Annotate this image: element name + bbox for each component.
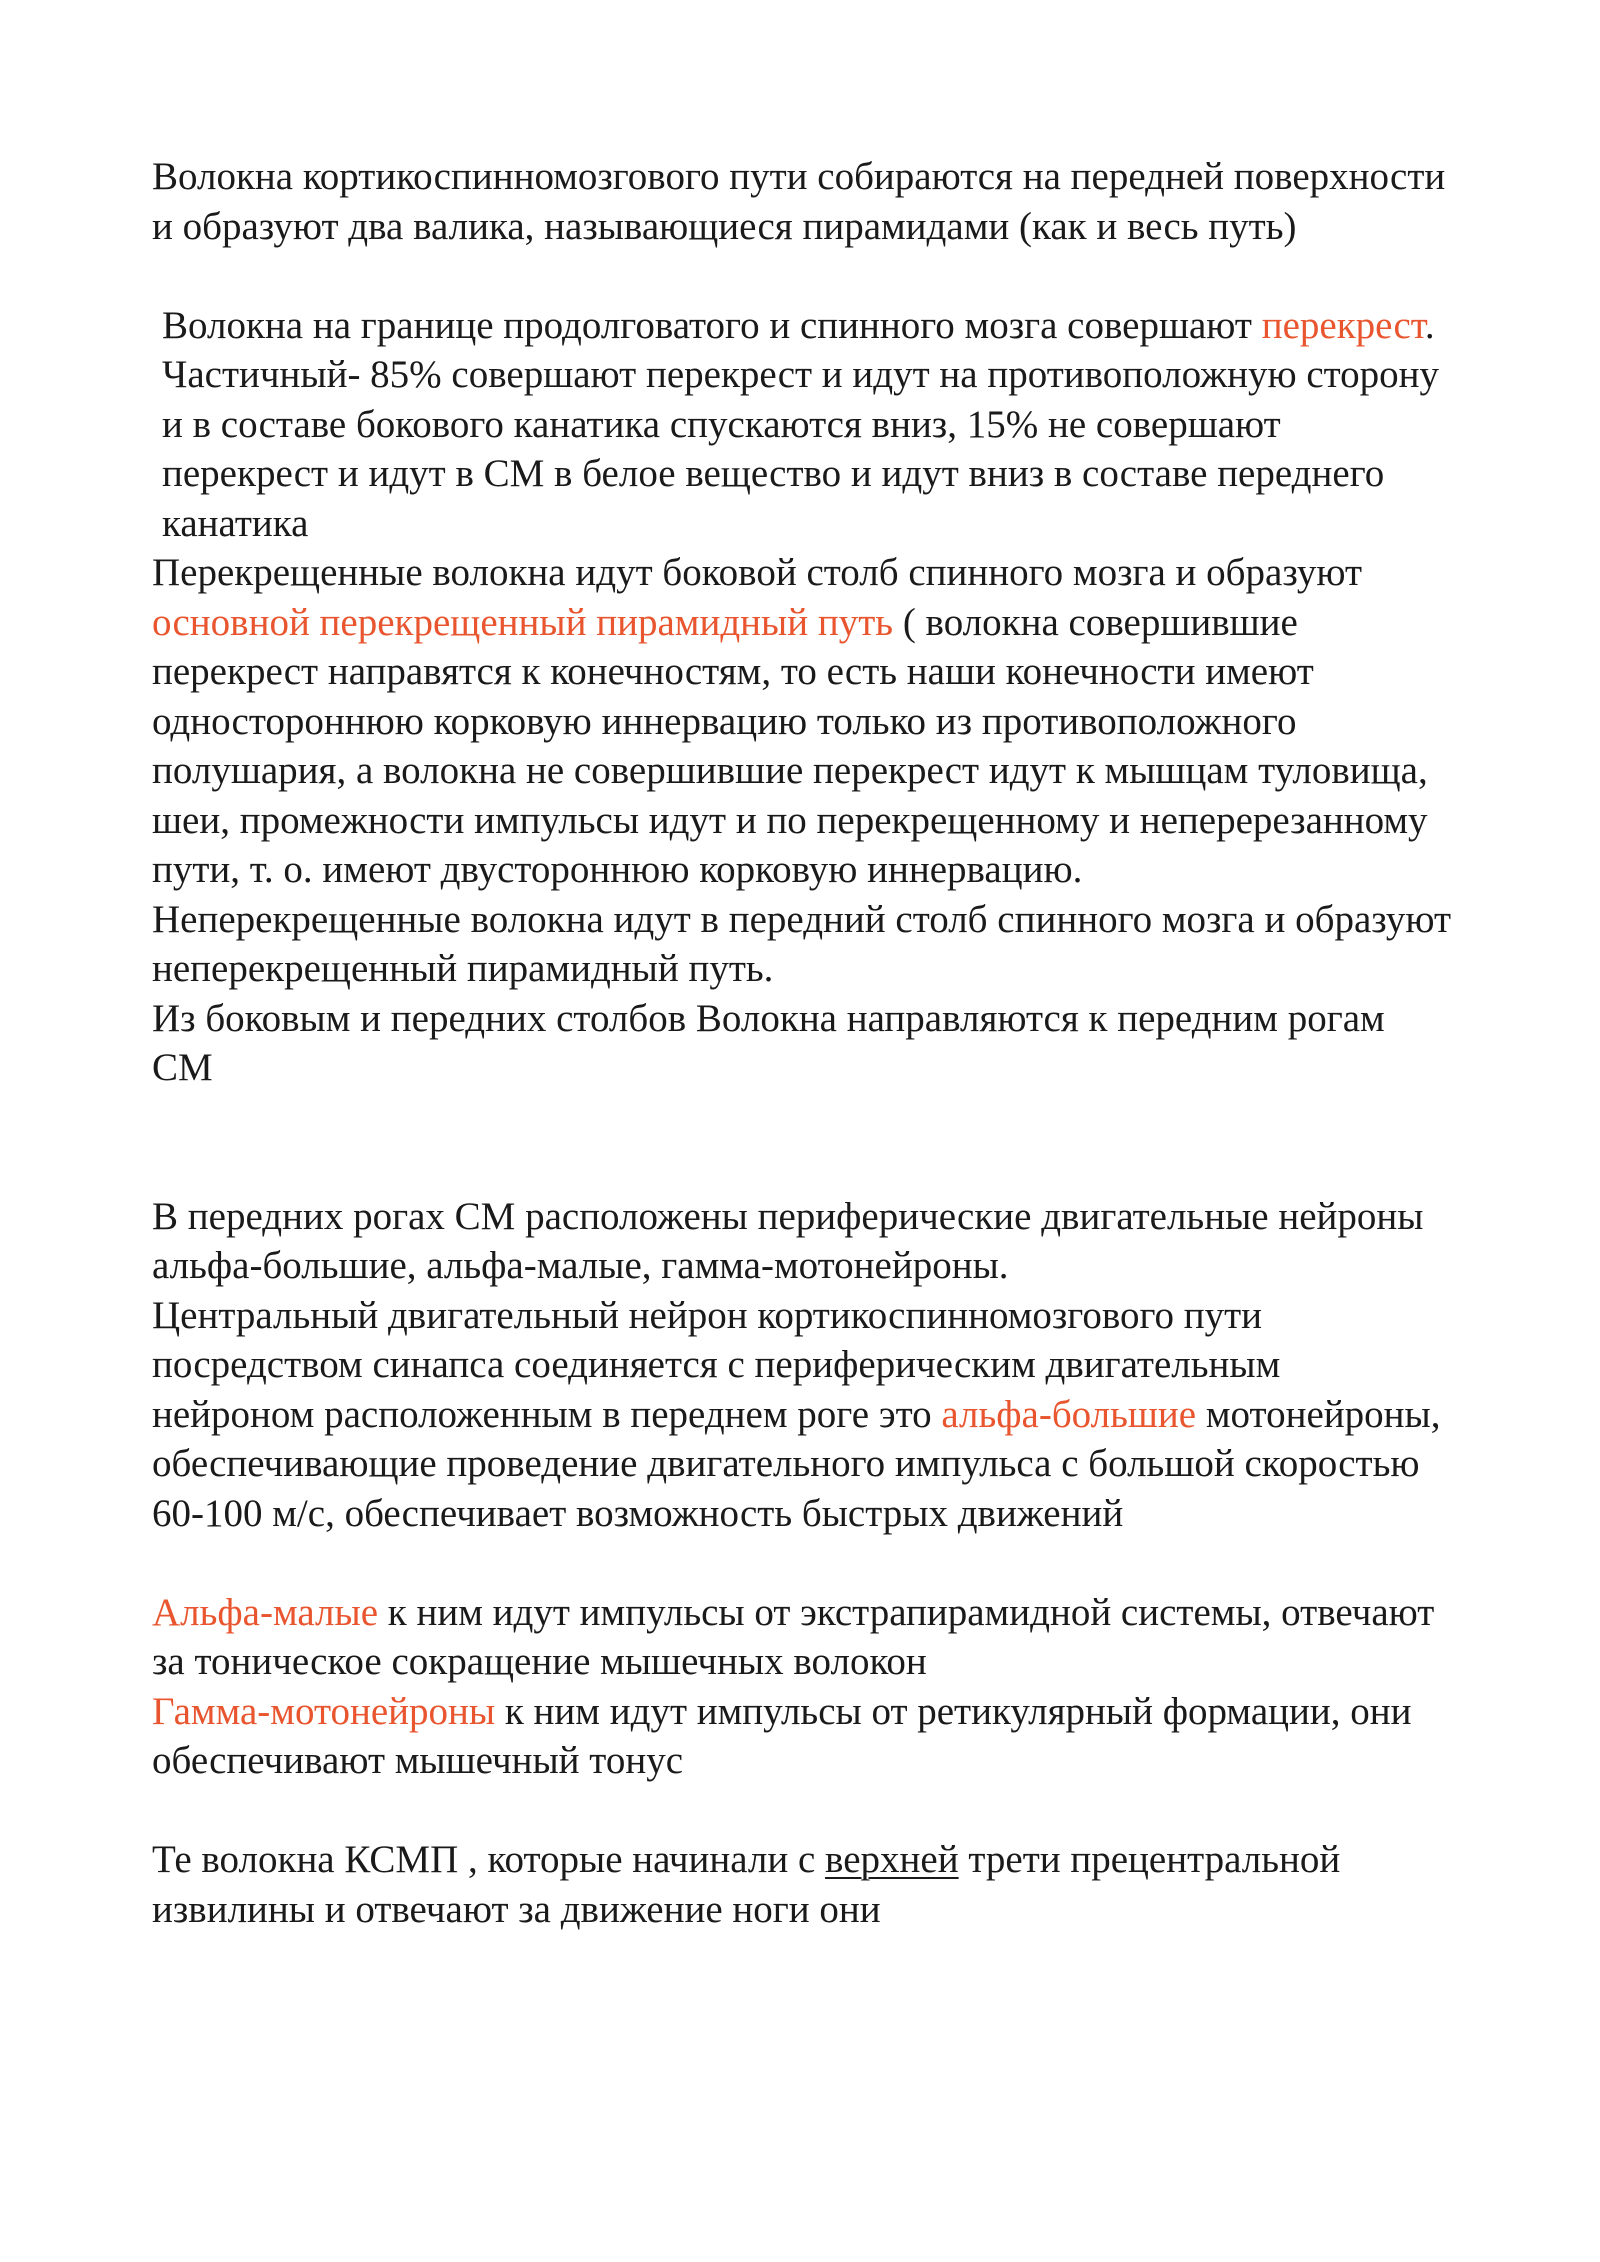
highlight-term-alpha-large: альфа-большие (941, 1392, 1197, 1436)
underlined-word-upper: верхней (825, 1838, 959, 1881)
document-body (152, 152, 1452, 1934)
paragraph-crossed-fibers (152, 548, 1452, 895)
paragraph-text: Неперекрещенные волокна идут в передний столб спинного мозга и образуют неперекрещенный пирамидный путь. (152, 897, 1452, 990)
paragraph-text: трети прецентральной извилины и отвечают за движение ноги они (152, 1838, 1341, 1931)
highlight-term-gamma: Гамма-мотонейроны (152, 1689, 496, 1733)
paragraph-text: мотонейроны, обеспечивающие проведение двигательного импульса с большой скоростью 60-100 м/с, обеспечивает возможность быстрых движений (152, 1392, 1441, 1535)
highlight-term-perekrest: перекрест (1261, 303, 1425, 347)
paragraph-anterior-horn-neurons (152, 1192, 1452, 1291)
paragraph-text: Волокна кортикоспинномозгового пути собираются на передней поверхности и образуют два валика, называющиеся пирамидами (как и весь путь) (152, 155, 1446, 248)
paragraph-uncrossed-fibers (152, 895, 1452, 994)
paragraph-text: Волокна на границе продолговатого и спинного мозга совершают (162, 303, 1262, 347)
paragraph-ksmp-fibers (152, 1835, 1452, 1934)
paragraph-text: к ним идут импульсы от ретикулярный формации, они обеспечивают мышечный тонус (152, 1689, 1412, 1782)
paragraph-spacer (152, 1538, 1452, 1588)
paragraph-text: Из боковым и передних столбов Волокна направляются к передним рогам СМ (152, 996, 1385, 1089)
paragraph-pyramids (152, 152, 1452, 251)
paragraph-gamma-motoneurons (152, 1687, 1452, 1786)
paragraph-text: к ним идут импульсы от экстрапирамидной системы, отвечают за тоническое сокращение мышечных волокон (152, 1590, 1435, 1683)
highlight-term-alpha-small: Альфа-малые (152, 1590, 379, 1634)
paragraph-spacer (152, 251, 1452, 301)
paragraph-text: Центральный двигательный нейрон кортикоспинномозгового пути посредством синапса соединяется с периферическим двигательным нейроном расположенным в переднем роге это (152, 1293, 1281, 1436)
paragraph-to-anterior-horns (152, 994, 1452, 1093)
paragraph-text: В передних рогах СМ расположены периферические двигательные нейроны альфа-большие, альфа-малые, гамма-мотонейроны. (152, 1194, 1424, 1287)
paragraph-text: . Частичный- 85% совершают перекрест и идут на противоположную сторону и в составе бокового канатика спускаются вниз, 15% не совершают перекрест и идут в СМ в белое вещество и идут вниз в составе переднего канатика (162, 303, 1440, 545)
paragraph-decussation (152, 301, 1452, 549)
paragraph-spacer (152, 1786, 1452, 1836)
paragraph-alpha-small (152, 1588, 1452, 1687)
paragraph-spacer (152, 1093, 1452, 1192)
paragraph-text: ( волокна совершившие перекрест направятся к конечностям, то есть наши конечности имеют одностороннюю корковую иннервацию только из противоположного полушария, а волокна не совершившие перекрест идут к мышцам туловища, шеи, промежности импульсы идут и по перекрещенному и неперерезанному пути, т. о. имеют двустороннюю корковую иннервацию. (152, 600, 1428, 891)
highlight-term-main-crossed-path: основной перекрещенный пирамидный путь (152, 600, 894, 644)
paragraph-text: Те волокна КСМП , которые начинали с (152, 1838, 826, 1881)
paragraph-text: Перекрещенные волокна идут боковой столб спинного мозга и образуют (152, 551, 1363, 594)
paragraph-central-motor-neuron (152, 1291, 1452, 1539)
